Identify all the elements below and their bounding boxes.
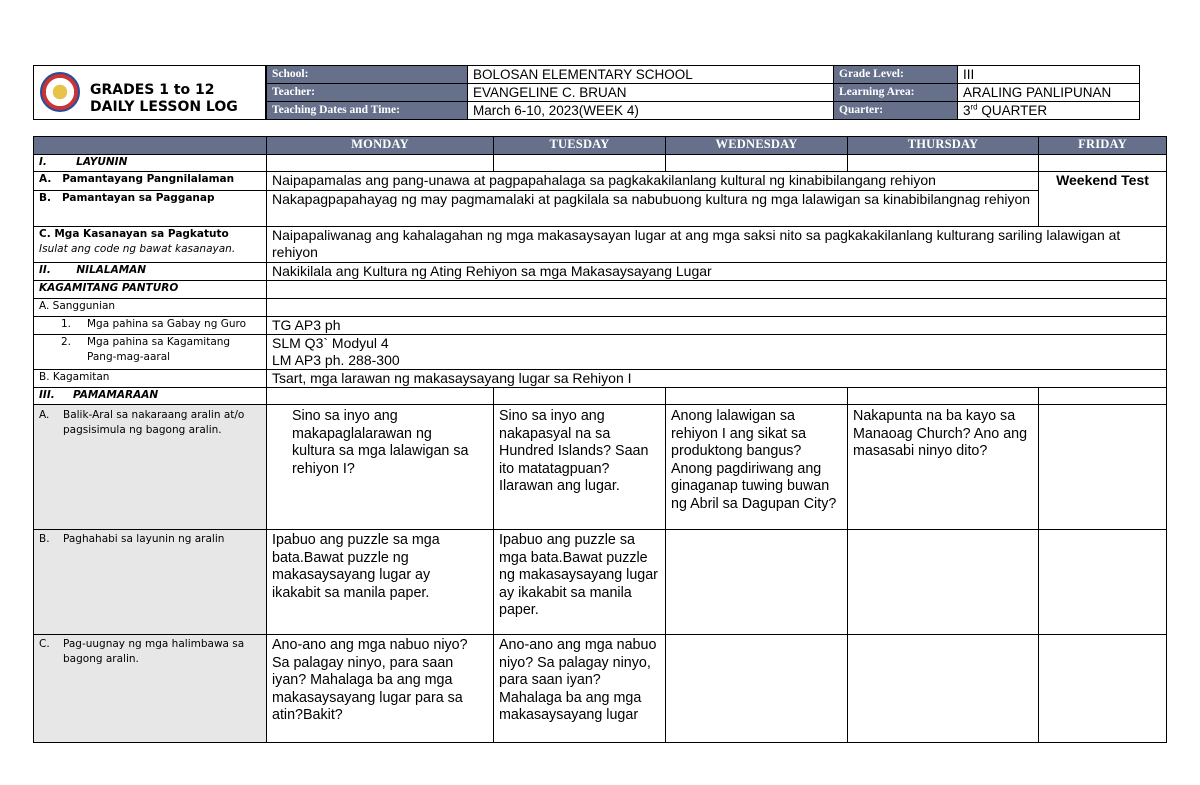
- deped-seal-logo: [40, 72, 80, 112]
- pag-uugnay-tuesday: Ano-ano ang mga nabuo niyo? Sa palagay ninyo, para saan iyan? Mahalaga ba ang mga makasaysayang lugar: [494, 635, 666, 743]
- mga-kasanayan-subtitle: Isulat ang code ng bawat kasanayan.: [39, 243, 236, 255]
- pamamaraan-label: III. PAMAMARAAN: [34, 388, 267, 405]
- row-label-text: Paghahabi sa layunin ng aralin: [63, 533, 225, 545]
- row-kagamitang-panturo: [34, 281, 1167, 299]
- mga-kasanayan-title: C. Mga Kasanayan sa Pagkatuto: [39, 228, 229, 240]
- friday-weekend-test: Weekend Test: [1039, 172, 1167, 227]
- row-letter: B.: [39, 533, 50, 545]
- title-line-1: GRADES 1 to 12: [90, 82, 215, 98]
- nilalaman-label: II. NILALAMAN: [34, 263, 267, 281]
- row-balik-aral: [34, 405, 1167, 530]
- row-letter: A.: [39, 409, 50, 421]
- teaching-dates-value: March 6-10, 2023(WEEK 4): [468, 102, 834, 120]
- row-layunin: [34, 155, 1167, 172]
- row-nilalaman: [34, 263, 1167, 281]
- day-header-monday: MONDAY: [267, 137, 494, 155]
- header-title-box: [33, 65, 266, 120]
- row-pag-uugnay: [34, 635, 1167, 743]
- pamantayang-pangnilalaman-value: Naipapamalas ang pang-unawa at pagpapahalaga sa pagkakakilanlang kultural ng kinabibilangang rehiyon: [267, 172, 1039, 191]
- quarter-word: QUARTER: [977, 103, 1048, 118]
- pag-uugnay-label: [34, 635, 267, 743]
- row-paghahabi: [34, 530, 1167, 635]
- row-letter: B.: [39, 192, 51, 204]
- row-number: 2.: [61, 336, 72, 348]
- balik-aral-thursday: Nakapunta na ba kayo sa Manaoag Church? Ano ang masasabi ninyo dito?: [848, 405, 1039, 530]
- pag-uugnay-monday: Ano-ano ang mga nabuo niyo? Sa palagay ninyo, para saan iyan? Mahalaga ba ang mga makasaysayang lugar para sa atin?Bakit?: [267, 635, 494, 743]
- layunin-label: I. LAYUNIN: [34, 155, 267, 172]
- day-header-wednesday: WEDNESDAY: [666, 137, 848, 155]
- row-letter: C.: [39, 638, 50, 650]
- row-pamantayang-pangnilalaman: [34, 172, 1167, 191]
- day-header-friday: FRIDAY: [1039, 137, 1167, 155]
- row-number: 1.: [61, 318, 72, 330]
- kagamitan-value: Tsart, mga larawan ng makasaysayang lugar sa Rehiyon I: [267, 370, 1167, 388]
- sanggunian-label: A. Sanggunian: [34, 299, 267, 317]
- kagamitang-panturo-label: KAGAMITANG PANTURO: [34, 281, 267, 299]
- lm-value: LM AP3 ph. 288-300: [272, 352, 400, 368]
- row-label-text: Pamantayan sa Pagganap: [61, 192, 215, 204]
- header-info-table: [266, 65, 1140, 120]
- day-header-row: [34, 137, 1167, 155]
- teaching-dates-label: Teaching Dates and Time:: [267, 102, 468, 120]
- school-value: BOLOSAN ELEMENTARY SCHOOL: [468, 66, 834, 84]
- row-sanggunian: [34, 299, 1167, 317]
- nilalaman-value: Nakikilala ang Kultura ng Ating Rehiyon sa mga Makasaysayang Lugar: [267, 263, 1167, 281]
- quarter-number: 3: [963, 103, 971, 118]
- row-label-text: Mga pahina sa Gabay ng Guro: [87, 318, 247, 330]
- day-header-tuesday: TUESDAY: [494, 137, 666, 155]
- balik-aral-wednesday: Anong lalawigan sa rehiyon I ang sikat sa produktong bangus? Anong pagdiriwang ang ginaganap tuwing buwan ng Abril sa Dagupan City?: [666, 405, 848, 530]
- balik-aral-label: [34, 405, 267, 530]
- day-header-thursday: THURSDAY: [848, 137, 1039, 155]
- gabay-ng-guro-label: [34, 317, 267, 335]
- school-label: School:: [267, 66, 468, 84]
- teacher-value: EVANGELINE C. BRUAN: [468, 84, 834, 102]
- learning-area-label: Learning Area:: [834, 84, 958, 102]
- balik-aral-tuesday: Sino sa inyo ang nakapasyal na sa Hundred Islands? Saan ito matatagpuan? Ilarawan ang lugar.: [494, 405, 666, 530]
- gabay-ng-guro-value: TG AP3 ph: [267, 317, 1167, 335]
- paghahabi-tuesday: Ipabuo ang puzzle sa mga bata.Bawat puzzle ng makasaysayang lugar ay ikakabit sa manila paper.: [494, 530, 666, 635]
- row-label-text: Balik-Aral sa nakaraang aralin at/o pagsisimula ng bagong aralin.: [63, 409, 245, 436]
- pamantayang-pangnilalaman-label: [34, 172, 267, 191]
- paghahabi-monday: Ipabuo ang puzzle sa mga bata.Bawat puzzle ng makasaysayang lugar ay ikakabit sa manila paper.: [267, 530, 494, 635]
- pamantayan-sa-pagganap-label: [34, 191, 267, 227]
- row-gabay-ng-guro: [34, 317, 1167, 335]
- lesson-log-table: [33, 136, 1167, 743]
- row-label-text: Pag-uugnay ng mga halimbawa sa bagong aralin.: [63, 638, 245, 665]
- row-pamantayan-sa-pagganap: [34, 191, 1167, 227]
- row-letter: A.: [39, 173, 52, 185]
- title-line-2: DAILY LESSON LOG: [90, 99, 238, 115]
- quarter-suffix: rd: [970, 102, 978, 112]
- slm-value: SLM Q3` Modyul 4: [272, 335, 389, 351]
- quarter-label: Quarter:: [834, 102, 958, 120]
- paghahabi-label: [34, 530, 267, 635]
- row-kagamitan: [34, 370, 1167, 388]
- mga-kasanayan-label: [34, 227, 267, 263]
- kagamitan-label: B. Kagamitan: [34, 370, 267, 388]
- pamantayan-sa-pagganap-value: Nakapagpapahayag ng may pagmamalaki at pagkilala sa nabubuong kultura ng mga lalawigan sa kinabibilangnag rehiyon: [267, 191, 1039, 227]
- row-label-text: Mga pahina sa Kagamitang: [87, 336, 231, 348]
- log-title: [90, 82, 238, 116]
- grade-level-value: III: [958, 66, 1140, 84]
- corner-header: [34, 137, 267, 155]
- balik-aral-monday: Sino sa inyo ang makapaglalarawan ng kultura sa mga lalawigan sa rehiyon I?: [267, 405, 494, 530]
- learning-area-value: ARALING PANLIPUNAN: [958, 84, 1140, 102]
- row-pamamaraan: [34, 388, 1167, 405]
- quarter-value: [958, 102, 1140, 120]
- row-label-text-2: Pang-mag-aaral: [87, 351, 171, 363]
- kagamitang-pang-mag-aaral-value: [267, 335, 1167, 370]
- grade-level-label: Grade Level:: [834, 66, 958, 84]
- mga-kasanayan-value: Naipapaliwanag ang kahalagahan ng mga makasaysayan lugar at ang mga saksi nito sa pagkakakilanlang kulturang sariling lalawigan at rehiyon: [267, 227, 1167, 263]
- row-label-text: Pamantayang Pangnilalaman: [62, 173, 235, 185]
- row-mga-kasanayan: [34, 227, 1167, 263]
- teacher-label: Teacher:: [267, 84, 468, 102]
- kagamitang-pang-mag-aaral-label: [34, 335, 267, 370]
- row-kagamitang-pang-mag-aaral: [34, 335, 1167, 370]
